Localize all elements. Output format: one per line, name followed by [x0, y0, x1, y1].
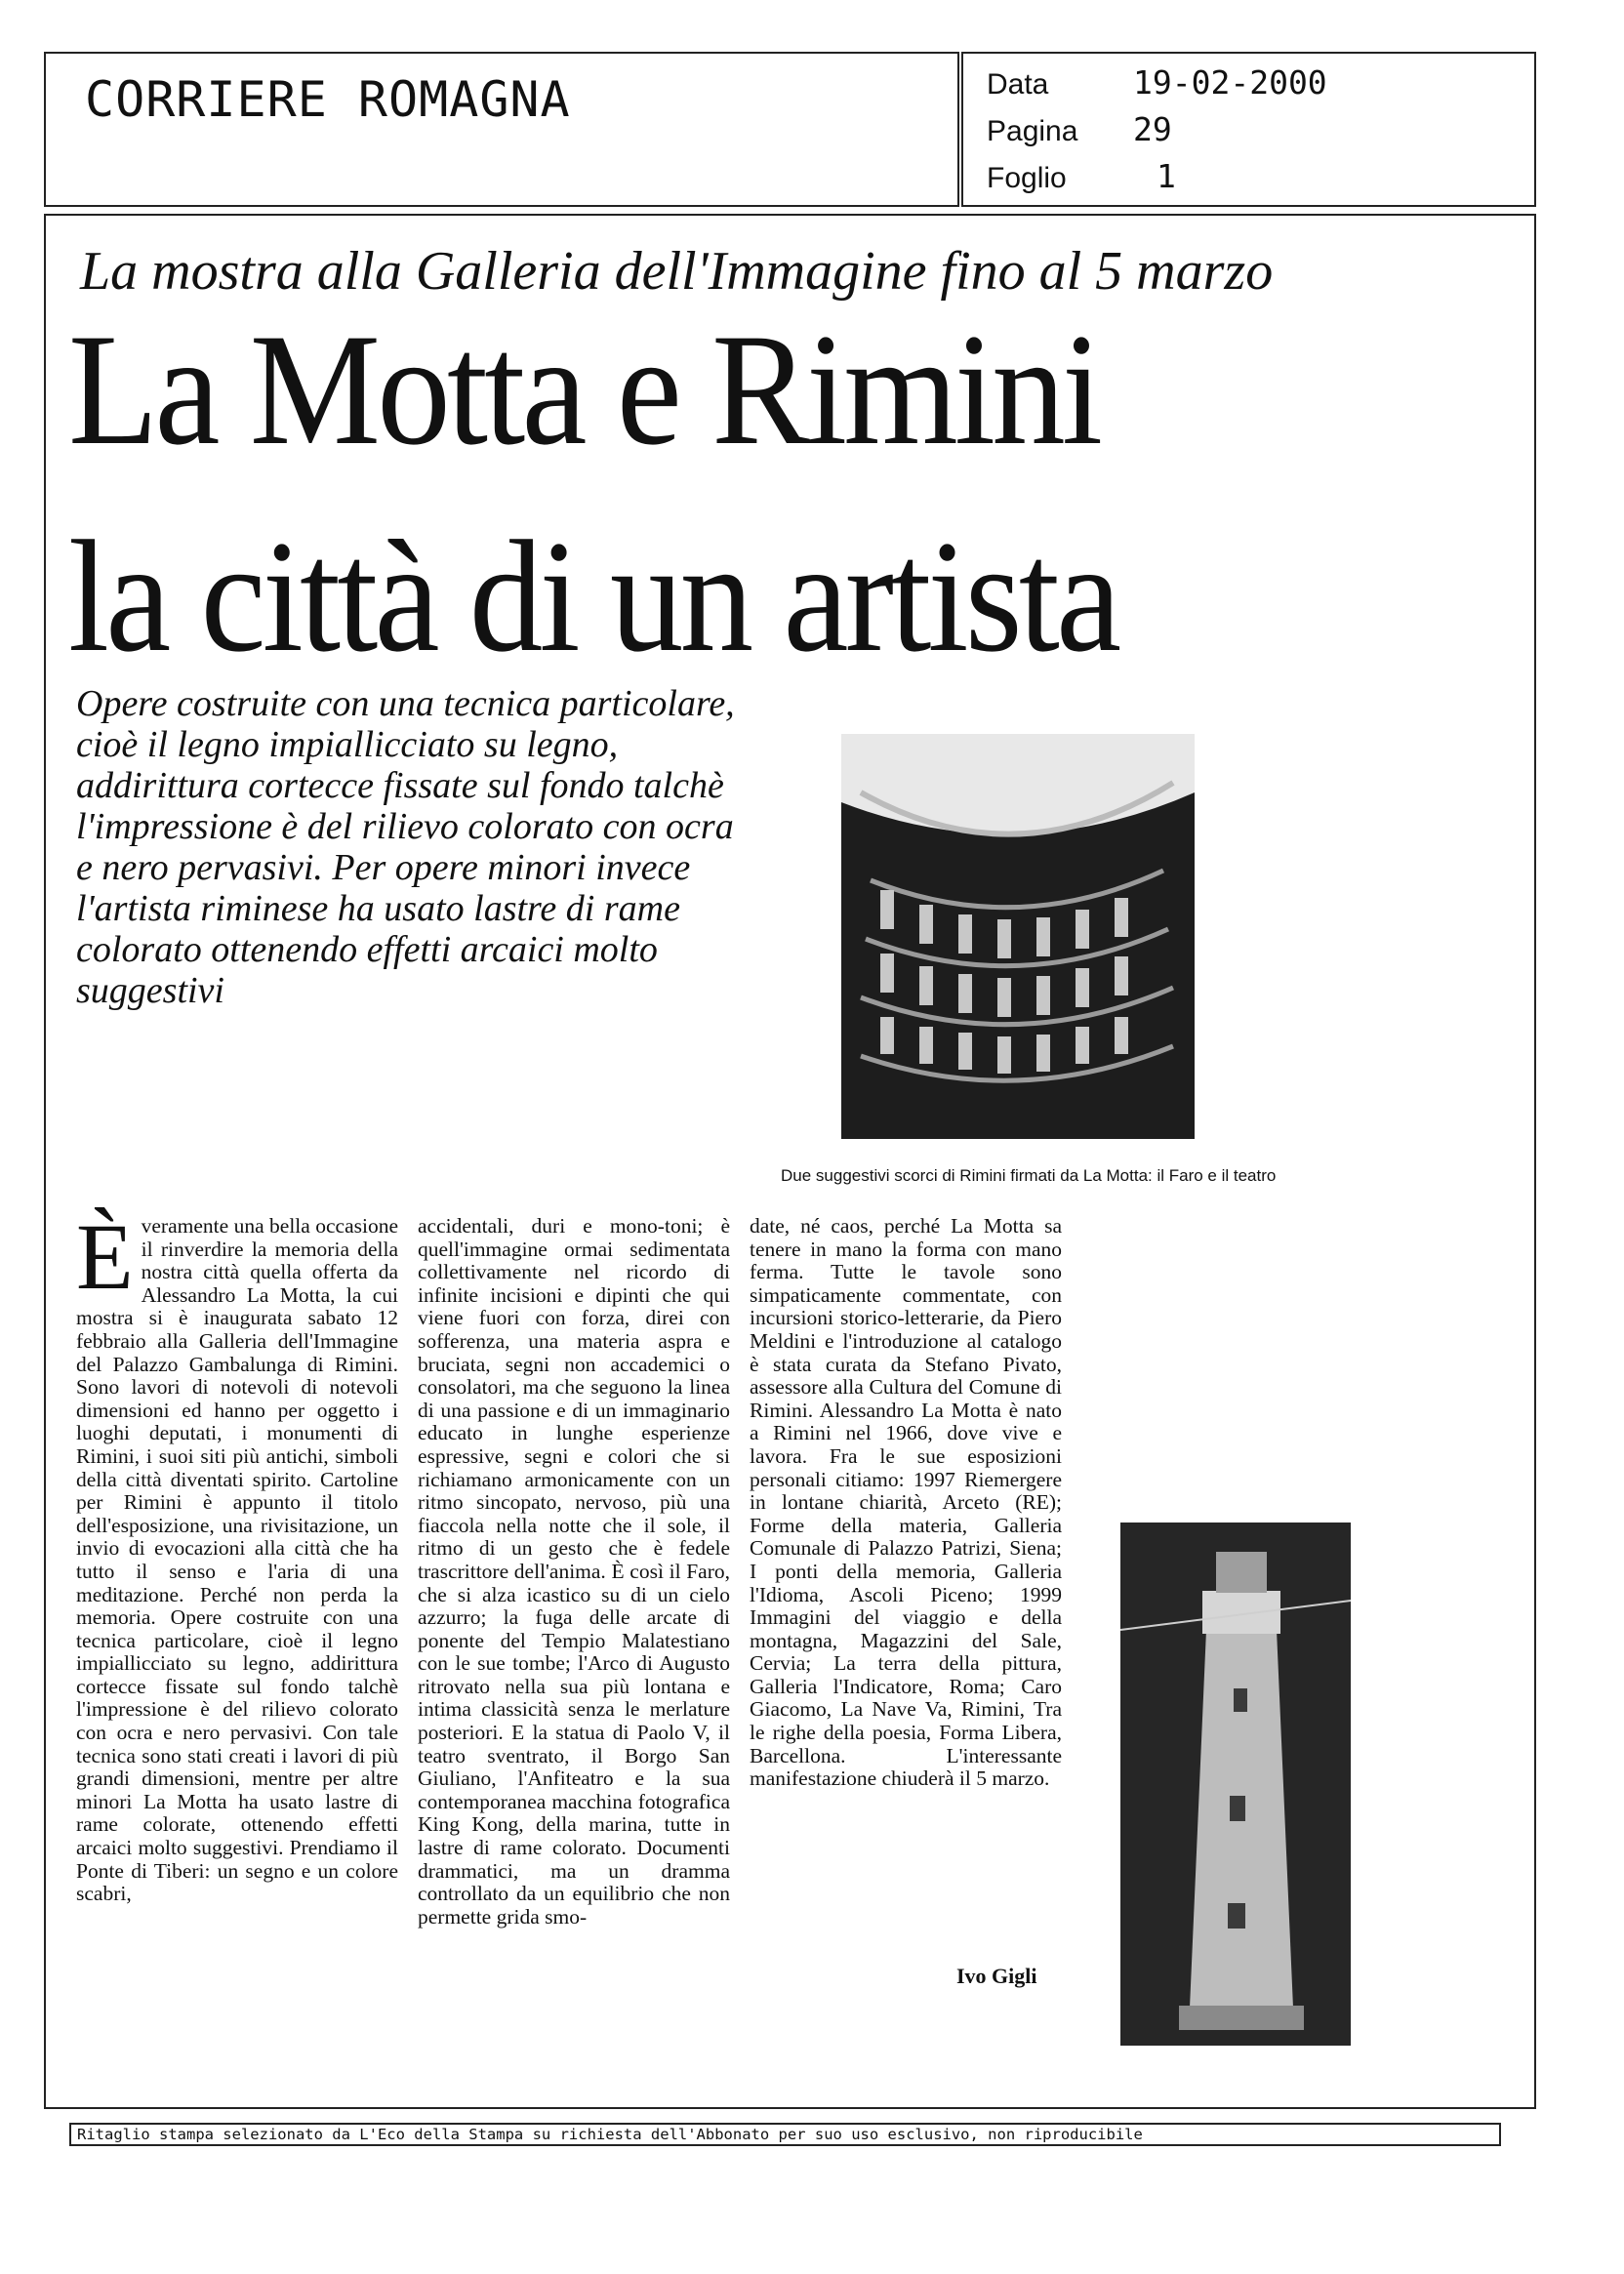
column-3-text: date, né caos, perché La Motta sa tenere in mano la forma con mano ferma. Tutte le tavole sono simpaticamente commentate, con incursioni storico-letterarie, da Piero Meldini e l'introduzione al catalogo è stata curata da Stefano Pivato, assessore alla Cultura del Comune di Rimini. Alessandro La Motta è nato a Rimini nel 1966, dove vive e lavora. Fra le sue esposizioni personali citiamo: 1997 Riemergere in lontane chiarità, Arceto (RE); Forme della materia, Galleria Comunale di Palazzo Patrizi, Siena; I ponti della memoria, Galleria l'Idioma, Ascoli Piceno; 1999 Immagini del viaggio e della montagna, Magazzini del Sale, Cervia; La terra della pittura, Galleria l'Indicatore, Roma; Caro Giacomo, La Nave Va, Rimini, Tra le righe della poesia, Forma Libera, Barcellona. L'interessante manifestazione chiuderà il 5 marzo.	[750, 1214, 1062, 1791]
article-title-line-2: la città di un artista	[68, 508, 1118, 685]
column-1-text: veramente una bella occasione il rinverdire la memoria della nostra città quella offerta da Alessandro La Motta, la cui mostra si è inaugurata sabato 12 febbraio alla Galleria dell'Immagine del Palazzo Gambalunga di Rimini. Sono lavori di notevoli di notevoli dimensioni ed hanno per oggetto i luoghi deputati, i monumenti di Rimini, i suoi siti più antichi, simboli della città diventati spirito. Cartoline per Rimini è appunto il titolo dell'esposizione, una rivisitazione, un invio di evocazioni alla città che ha tutto il senso e l'aria di una meditazione. Perché non perda la memoria. Opere costruite con una tecnica particolare, cioè il legno impiallicciato su legno, addirittura cortecce fissate sul fondo talchè l'impressione è del rilievo colorato con ocra e nero pervasivi. Con tale tecnica sono stati creati i lavori di più grandi dimensioni, mentre per altre minori La Motta ha usato lastre di rame colorate, ottenendo effetti arcaici molto suggestivi. Prendiamo il Ponte di Tiberi: un segno e un colore scabri,	[76, 1214, 398, 1906]
article-column-1	[76, 1204, 398, 1906]
clipping-footer: Ritaglio stampa selezionato da L'Eco della Stampa su richiesta dell'Abbonato per suo uso esclusivo, non riproducibile	[69, 2123, 1501, 2146]
sheet-label: Foglio	[987, 162, 1067, 194]
header-publication-box	[44, 52, 959, 207]
page-value: 29	[1133, 110, 1172, 148]
article-lead: Opere costruite con una tecnica particolare, cioè il legno impiallicciato su legno, addirittura cortecce fissate sul fondo talchè l'impressione è del rilievo colorato con ocra e nero pervasivi. Per opere minori invece l'artista riminese ha usato lastre di rame colorato ottenendo effetti arcaici molto suggestivi	[76, 683, 735, 1011]
column-2-text: accidentali, duri e mono-toni; è quell'immagine ormai sedimentata collettivamente nel ricordo di infinite incisioni e dipinti che qui viene fuori con forza, direi con sofferenza, una materia aspra e bruciata, segni non accademici o consolatori, ma che seguono la linea di una passione e di un immaginario educato in lunghe esperienze espressive, segni e colori che si richiamano armonicamente con un ritmo sincopato, nervoso, più una fiaccola nella notte che il sole, il ritmo di un gesto che è fedele trascrittore dell'anima. È così il Faro, che si alza icastico su di un cielo azzurro; la fuga delle arcate di ponente del Tempio Malatestiano con le sue tombe; l'Arco di Augusto ritrovato nella sua più lontana e intima classicità senza le merlature posteriori. E la statua di Paolo V, il teatro sventrato, il Borgo San Giuliano, l'Anfiteatro e la sua contemporanea macchina fotografica King Kong, della marina, tutte in lastre di rame colorato. Documenti drammatici, ma un dramma controllato da un equilibrio che non permette grida smo-	[418, 1214, 730, 1929]
article-author: Ivo Gigli	[956, 1964, 1037, 1988]
lighthouse-image-icon	[1120, 1523, 1351, 2046]
photo-faro	[1120, 1523, 1351, 2046]
theatre-image-icon	[841, 734, 1195, 1139]
article-kicker: La mostra alla Galleria dell'Immagine fino al 5 marzo	[80, 241, 1274, 302]
date-label: Data	[987, 68, 1049, 101]
article-column-2	[418, 1215, 730, 1929]
page-row	[987, 110, 1172, 148]
header-meta-box	[961, 52, 1536, 207]
photo-caption: Due suggestivi scorci di Rimini firmati da La Motta: il Faro e il teatro	[781, 1166, 1277, 1185]
article-column-3	[750, 1215, 1062, 1791]
date-value: 19-02-2000	[1133, 63, 1327, 102]
photo-teatro	[841, 734, 1195, 1139]
sheet-row	[987, 157, 1176, 195]
drop-cap: È	[76, 1204, 134, 1309]
date-row	[987, 63, 1327, 102]
publication-name: CORRIERE ROMAGNA	[85, 71, 571, 128]
article-title-line-1: La Motta e Rimini	[68, 302, 1100, 478]
page-label: Pagina	[987, 115, 1078, 147]
sheet-value: 1	[1157, 157, 1176, 195]
